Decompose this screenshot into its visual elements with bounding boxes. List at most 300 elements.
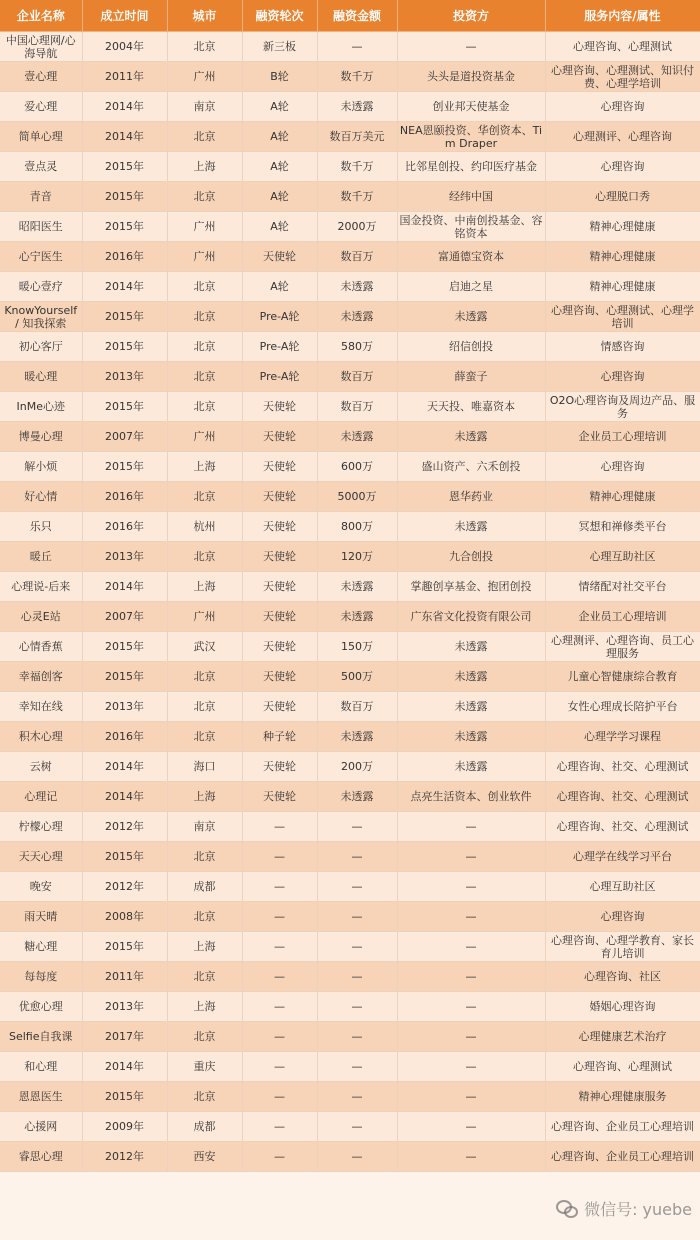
city-cell: 上海 xyxy=(167,152,242,182)
investor-cell: 未透露 xyxy=(397,422,545,452)
founded-cell: 2004年 xyxy=(82,32,167,62)
table-row xyxy=(0,1052,700,1082)
city-cell: 上海 xyxy=(167,572,242,602)
service-cell: 心理互助社区 xyxy=(545,872,700,902)
city-cell: 南京 xyxy=(167,812,242,842)
table-row xyxy=(0,32,700,62)
round-cell: — xyxy=(242,902,317,932)
company-cell: 心宁医生 xyxy=(0,242,82,272)
founded-cell: 2014年 xyxy=(82,92,167,122)
table-row xyxy=(0,452,700,482)
service-cell: 心理咨询 xyxy=(545,362,700,392)
company-cell: 心理说-后来 xyxy=(0,572,82,602)
round-cell: — xyxy=(242,1082,317,1112)
city-cell: 上海 xyxy=(167,932,242,962)
amount-cell: 数百万 xyxy=(317,692,397,722)
founded-cell: 2015年 xyxy=(82,632,167,662)
service-cell: 情感咨询 xyxy=(545,332,700,362)
amount-cell: 数千万 xyxy=(317,152,397,182)
city-cell: 北京 xyxy=(167,302,242,332)
amount-cell: 数百万 xyxy=(317,362,397,392)
company-cell: 暖丘 xyxy=(0,542,82,572)
founded-cell: 2007年 xyxy=(82,602,167,632)
round-cell: — xyxy=(242,932,317,962)
amount-cell: — xyxy=(317,902,397,932)
service-cell: 女性心理成长陪护平台 xyxy=(545,692,700,722)
amount-cell: 5000万 xyxy=(317,482,397,512)
company-cell: 幸知在线 xyxy=(0,692,82,722)
service-cell: O2O心理咨询及周边产品、服务 xyxy=(545,392,700,422)
investor-cell: — xyxy=(397,992,545,1022)
investor-cell: 未透露 xyxy=(397,752,545,782)
company-cell: 天天心理 xyxy=(0,842,82,872)
founded-cell: 2014年 xyxy=(82,122,167,152)
amount-cell: — xyxy=(317,1052,397,1082)
amount-cell: 数百万 xyxy=(317,392,397,422)
city-cell: 北京 xyxy=(167,722,242,752)
city-cell: 北京 xyxy=(167,542,242,572)
header-amount: 融资金额 xyxy=(317,0,397,32)
round-cell: 天使轮 xyxy=(242,542,317,572)
amount-cell: 数百万美元 xyxy=(317,122,397,152)
table-row xyxy=(0,392,700,422)
table-row xyxy=(0,122,700,152)
investor-cell: 掌趣创享基金、抱团创投 xyxy=(397,572,545,602)
table-row xyxy=(0,272,700,302)
city-cell: 北京 xyxy=(167,32,242,62)
amount-cell: — xyxy=(317,842,397,872)
city-cell: 成都 xyxy=(167,1112,242,1142)
city-cell: 北京 xyxy=(167,392,242,422)
wechat-icon xyxy=(556,1200,578,1218)
table-row xyxy=(0,302,700,332)
round-cell: Pre-A轮 xyxy=(242,332,317,362)
city-cell: 北京 xyxy=(167,692,242,722)
header-founded: 成立时间 xyxy=(82,0,167,32)
city-cell: 北京 xyxy=(167,1082,242,1112)
round-cell: — xyxy=(242,962,317,992)
founded-cell: 2011年 xyxy=(82,62,167,92)
service-cell: 精神心理健康 xyxy=(545,212,700,242)
table-row xyxy=(0,992,700,1022)
round-cell: A轮 xyxy=(242,182,317,212)
company-cell: 暖心壹疗 xyxy=(0,272,82,302)
founded-cell: 2007年 xyxy=(82,422,167,452)
table-row xyxy=(0,542,700,572)
founded-cell: 2014年 xyxy=(82,272,167,302)
amount-cell: 500万 xyxy=(317,662,397,692)
service-cell: 心理咨询 xyxy=(545,452,700,482)
company-cell: 心灵E站 xyxy=(0,602,82,632)
city-cell: 北京 xyxy=(167,482,242,512)
table-row xyxy=(0,1112,700,1142)
company-cell: 心援网 xyxy=(0,1112,82,1142)
table-row xyxy=(0,602,700,632)
investor-cell: — xyxy=(397,1082,545,1112)
amount-cell: 150万 xyxy=(317,632,397,662)
company-cell: 恩恩医生 xyxy=(0,1082,82,1112)
table-row xyxy=(0,422,700,452)
founded-cell: 2014年 xyxy=(82,572,167,602)
city-cell: 广州 xyxy=(167,602,242,632)
round-cell: — xyxy=(242,872,317,902)
investor-cell: — xyxy=(397,902,545,932)
round-cell: A轮 xyxy=(242,212,317,242)
investor-cell: — xyxy=(397,812,545,842)
investor-cell: 薛蛮子 xyxy=(397,362,545,392)
amount-cell: 2000万 xyxy=(317,212,397,242)
company-cell: 积木心理 xyxy=(0,722,82,752)
founded-cell: 2013年 xyxy=(82,992,167,1022)
founded-cell: 2016年 xyxy=(82,722,167,752)
investor-cell: 盛山资产、六禾创投 xyxy=(397,452,545,482)
investor-cell: 启迪之星 xyxy=(397,272,545,302)
service-cell: 心理咨询、心理学教育、家长育儿培训 xyxy=(545,932,700,962)
city-cell: 广州 xyxy=(167,212,242,242)
amount-cell: 数千万 xyxy=(317,62,397,92)
investor-cell: 富通德宝资本 xyxy=(397,242,545,272)
service-cell: 心理互助社区 xyxy=(545,542,700,572)
round-cell: B轮 xyxy=(242,62,317,92)
city-cell: 海口 xyxy=(167,752,242,782)
company-cell: 心理记 xyxy=(0,782,82,812)
table-row xyxy=(0,1142,700,1172)
table-row xyxy=(0,62,700,92)
investor-cell: 比邻星创投、约印医疗基金 xyxy=(397,152,545,182)
service-cell: 心理咨询、心理测试 xyxy=(545,32,700,62)
amount-cell: 600万 xyxy=(317,452,397,482)
header-city: 城市 xyxy=(167,0,242,32)
company-cell: 壹点灵 xyxy=(0,152,82,182)
founded-cell: 2015年 xyxy=(82,392,167,422)
company-cell: 青音 xyxy=(0,182,82,212)
company-cell: 解小烦 xyxy=(0,452,82,482)
round-cell: 天使轮 xyxy=(242,662,317,692)
founded-cell: 2009年 xyxy=(82,1112,167,1142)
investor-cell: 未透露 xyxy=(397,662,545,692)
service-cell: 心理脱口秀 xyxy=(545,182,700,212)
city-cell: 北京 xyxy=(167,662,242,692)
amount-cell: 未透露 xyxy=(317,302,397,332)
service-cell: 心理测评、心理咨询 xyxy=(545,122,700,152)
amount-cell: 未透露 xyxy=(317,782,397,812)
investor-cell: 未透露 xyxy=(397,512,545,542)
founded-cell: 2016年 xyxy=(82,512,167,542)
round-cell: 天使轮 xyxy=(242,452,317,482)
table-row xyxy=(0,572,700,602)
city-cell: 北京 xyxy=(167,962,242,992)
round-cell: — xyxy=(242,1112,317,1142)
table-row xyxy=(0,662,700,692)
amount-cell: 120万 xyxy=(317,542,397,572)
city-cell: 北京 xyxy=(167,902,242,932)
company-cell: 和心理 xyxy=(0,1052,82,1082)
round-cell: 天使轮 xyxy=(242,782,317,812)
table-row xyxy=(0,962,700,992)
founded-cell: 2015年 xyxy=(82,1082,167,1112)
service-cell: 心理咨询、社交、心理测试 xyxy=(545,812,700,842)
amount-cell: 800万 xyxy=(317,512,397,542)
round-cell: 天使轮 xyxy=(242,392,317,422)
city-cell: 广州 xyxy=(167,422,242,452)
round-cell: Pre-A轮 xyxy=(242,362,317,392)
investor-cell: — xyxy=(397,1142,545,1172)
table-body xyxy=(0,32,700,1172)
founded-cell: 2015年 xyxy=(82,932,167,962)
founded-cell: 2008年 xyxy=(82,902,167,932)
amount-cell: — xyxy=(317,1082,397,1112)
table-row xyxy=(0,782,700,812)
round-cell: 天使轮 xyxy=(242,422,317,452)
table-row xyxy=(0,482,700,512)
table-row xyxy=(0,152,700,182)
founded-cell: 2015年 xyxy=(82,212,167,242)
investor-cell: — xyxy=(397,872,545,902)
company-cell: 每每度 xyxy=(0,962,82,992)
service-cell: 心理咨询 xyxy=(545,902,700,932)
city-cell: 杭州 xyxy=(167,512,242,542)
round-cell: 天使轮 xyxy=(242,482,317,512)
amount-cell: 200万 xyxy=(317,752,397,782)
company-cell: 晚安 xyxy=(0,872,82,902)
table-row xyxy=(0,932,700,962)
company-cell: 初心客厅 xyxy=(0,332,82,362)
service-cell: 情绪配对社交平台 xyxy=(545,572,700,602)
amount-cell: — xyxy=(317,1112,397,1142)
service-cell: 心理咨询、社交、心理测试 xyxy=(545,782,700,812)
table-row xyxy=(0,242,700,272)
round-cell: A轮 xyxy=(242,272,317,302)
company-cell: 柠檬心理 xyxy=(0,812,82,842)
founded-cell: 2015年 xyxy=(82,662,167,692)
investor-cell: — xyxy=(397,1022,545,1052)
service-cell: 精神心理健康 xyxy=(545,482,700,512)
city-cell: 上海 xyxy=(167,782,242,812)
table-row xyxy=(0,812,700,842)
investor-cell: 未透露 xyxy=(397,302,545,332)
company-cell: 心情香蕉 xyxy=(0,632,82,662)
watermark-text: 微信号: yuebe xyxy=(584,1200,692,1219)
city-cell: 上海 xyxy=(167,452,242,482)
founded-cell: 2012年 xyxy=(82,812,167,842)
header-company: 企业名称 xyxy=(0,0,82,32)
service-cell: 心理健康艺术治疗 xyxy=(545,1022,700,1052)
round-cell: — xyxy=(242,1022,317,1052)
city-cell: 北京 xyxy=(167,272,242,302)
amount-cell: 未透露 xyxy=(317,602,397,632)
investor-cell: 恩华药业 xyxy=(397,482,545,512)
city-cell: 成都 xyxy=(167,872,242,902)
company-cell: 爱心理 xyxy=(0,92,82,122)
investor-cell: — xyxy=(397,1112,545,1142)
service-cell: 心理咨询 xyxy=(545,92,700,122)
founded-cell: 2012年 xyxy=(82,1142,167,1172)
city-cell: 北京 xyxy=(167,362,242,392)
investor-cell: 头头是道投资基金 xyxy=(397,62,545,92)
amount-cell: — xyxy=(317,1022,397,1052)
header-row xyxy=(0,0,700,32)
round-cell: — xyxy=(242,992,317,1022)
service-cell: 心理咨询、社区 xyxy=(545,962,700,992)
table-row xyxy=(0,872,700,902)
table-row xyxy=(0,212,700,242)
service-cell: 婚姻心理咨询 xyxy=(545,992,700,1022)
city-cell: 北京 xyxy=(167,332,242,362)
amount-cell: — xyxy=(317,992,397,1022)
founded-cell: 2017年 xyxy=(82,1022,167,1052)
company-cell: 壹心理 xyxy=(0,62,82,92)
round-cell: — xyxy=(242,1052,317,1082)
round-cell: — xyxy=(242,842,317,872)
investor-cell: 绍信创投 xyxy=(397,332,545,362)
amount-cell: 未透露 xyxy=(317,92,397,122)
city-cell: 武汉 xyxy=(167,632,242,662)
company-cell: 中国心理网/心海导航 xyxy=(0,32,82,62)
city-cell: 广州 xyxy=(167,242,242,272)
investor-cell: 点亮生活资本、创业软件 xyxy=(397,782,545,812)
city-cell: 上海 xyxy=(167,992,242,1022)
company-cell: InMe心迹 xyxy=(0,392,82,422)
company-cell: 幸福创客 xyxy=(0,662,82,692)
service-cell: 企业员工心理培训 xyxy=(545,422,700,452)
company-cell: 乐只 xyxy=(0,512,82,542)
service-cell: 心理咨询、企业员工心理培训 xyxy=(545,1112,700,1142)
header-service: 服务内容/属性 xyxy=(545,0,700,32)
founded-cell: 2015年 xyxy=(82,302,167,332)
watermark xyxy=(556,1197,692,1220)
city-cell: 西安 xyxy=(167,1142,242,1172)
service-cell: 心理学学习课程 xyxy=(545,722,700,752)
round-cell: 新三板 xyxy=(242,32,317,62)
header-round: 融资轮次 xyxy=(242,0,317,32)
investor-cell: — xyxy=(397,842,545,872)
founded-cell: 2013年 xyxy=(82,362,167,392)
table-row xyxy=(0,902,700,932)
founded-cell: 2015年 xyxy=(82,152,167,182)
amount-cell: 580万 xyxy=(317,332,397,362)
service-cell: 冥想和禅修类平台 xyxy=(545,512,700,542)
service-cell: 心理测评、心理咨询、员工心理服务 xyxy=(545,632,700,662)
round-cell: 天使轮 xyxy=(242,512,317,542)
round-cell: 天使轮 xyxy=(242,602,317,632)
company-cell: 睿思心理 xyxy=(0,1142,82,1172)
round-cell: 天使轮 xyxy=(242,692,317,722)
city-cell: 广州 xyxy=(167,62,242,92)
table-row xyxy=(0,632,700,662)
investor-cell: 未透露 xyxy=(397,692,545,722)
investor-cell: — xyxy=(397,932,545,962)
round-cell: 天使轮 xyxy=(242,632,317,662)
service-cell: 心理咨询 xyxy=(545,152,700,182)
founded-cell: 2015年 xyxy=(82,332,167,362)
company-cell: 优愈心理 xyxy=(0,992,82,1022)
city-cell: 北京 xyxy=(167,182,242,212)
round-cell: 天使轮 xyxy=(242,242,317,272)
round-cell: A轮 xyxy=(242,92,317,122)
amount-cell: — xyxy=(317,32,397,62)
investor-cell: 天天投、唯嘉资本 xyxy=(397,392,545,422)
table-row xyxy=(0,512,700,542)
table-row xyxy=(0,182,700,212)
table-row xyxy=(0,752,700,782)
founded-cell: 2014年 xyxy=(82,782,167,812)
round-cell: — xyxy=(242,1142,317,1172)
company-cell: 博曼心理 xyxy=(0,422,82,452)
city-cell: 南京 xyxy=(167,92,242,122)
investor-cell: — xyxy=(397,1052,545,1082)
header-investor: 投资方 xyxy=(397,0,545,32)
service-cell: 企业员工心理培训 xyxy=(545,602,700,632)
city-cell: 北京 xyxy=(167,842,242,872)
service-cell: 心理学在线学习平台 xyxy=(545,842,700,872)
founded-cell: 2015年 xyxy=(82,842,167,872)
company-cell: Selfie自我课 xyxy=(0,1022,82,1052)
company-cell: 雨天晴 xyxy=(0,902,82,932)
founded-cell: 2016年 xyxy=(82,242,167,272)
round-cell: — xyxy=(242,812,317,842)
service-cell: 精神心理健康服务 xyxy=(545,1082,700,1112)
amount-cell: — xyxy=(317,932,397,962)
investor-cell: 未透露 xyxy=(397,722,545,752)
founded-cell: 2015年 xyxy=(82,452,167,482)
company-cell: KnowYourself / 知我探索 xyxy=(0,302,82,332)
investor-cell: 九合创投 xyxy=(397,542,545,572)
investor-cell: — xyxy=(397,32,545,62)
company-cell: 糖心理 xyxy=(0,932,82,962)
service-cell: 儿童心智健康综合教育 xyxy=(545,662,700,692)
investor-cell: 经纬中国 xyxy=(397,182,545,212)
amount-cell: 未透露 xyxy=(317,422,397,452)
city-cell: 北京 xyxy=(167,1022,242,1052)
amount-cell: 未透露 xyxy=(317,572,397,602)
service-cell: 心理咨询、企业员工心理培训 xyxy=(545,1142,700,1172)
round-cell: 天使轮 xyxy=(242,752,317,782)
amount-cell: 未透露 xyxy=(317,722,397,752)
amount-cell: 数千万 xyxy=(317,182,397,212)
founded-cell: 2012年 xyxy=(82,872,167,902)
company-cell: 简单心理 xyxy=(0,122,82,152)
founded-cell: 2014年 xyxy=(82,752,167,782)
investor-cell: — xyxy=(397,962,545,992)
company-cell: 云树 xyxy=(0,752,82,782)
table-row xyxy=(0,1082,700,1112)
amount-cell: — xyxy=(317,962,397,992)
founded-cell: 2013年 xyxy=(82,692,167,722)
amount-cell: — xyxy=(317,872,397,902)
founded-cell: 2015年 xyxy=(82,182,167,212)
service-cell: 心理咨询、社交、心理测试 xyxy=(545,752,700,782)
company-cell: 暖心理 xyxy=(0,362,82,392)
investor-cell: NEA恩颐投资、华创资本、Tim Draper xyxy=(397,122,545,152)
founded-cell: 2013年 xyxy=(82,542,167,572)
investor-cell: 国金投资、中南创投基金、容铭资本 xyxy=(397,212,545,242)
table-row xyxy=(0,92,700,122)
company-cell: 好心情 xyxy=(0,482,82,512)
amount-cell: 未透露 xyxy=(317,272,397,302)
amount-cell: — xyxy=(317,812,397,842)
founded-cell: 2011年 xyxy=(82,962,167,992)
round-cell: Pre-A轮 xyxy=(242,302,317,332)
service-cell: 心理咨询、心理测试、心理学培训 xyxy=(545,302,700,332)
round-cell: 种子轮 xyxy=(242,722,317,752)
round-cell: 天使轮 xyxy=(242,572,317,602)
round-cell: A轮 xyxy=(242,122,317,152)
investor-cell: 创业邦天使基金 xyxy=(397,92,545,122)
investor-cell: 未透露 xyxy=(397,632,545,662)
service-cell: 精神心理健康 xyxy=(545,272,700,302)
founded-cell: 2016年 xyxy=(82,482,167,512)
table-row xyxy=(0,362,700,392)
